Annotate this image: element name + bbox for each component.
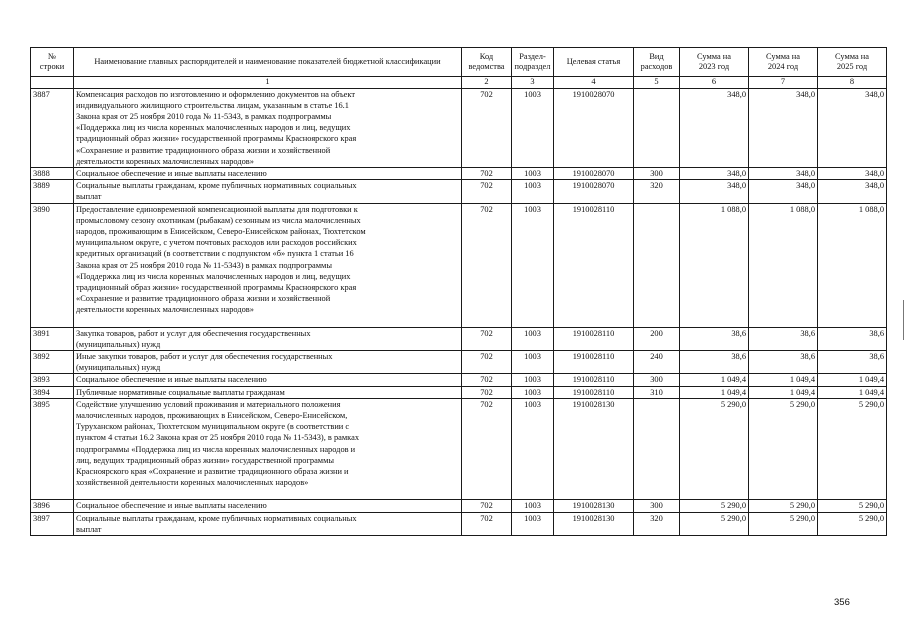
row-expense-kind: 300	[634, 167, 680, 179]
row-number: 3887	[31, 88, 74, 167]
row-name: Предоставление единовременной компенсационной выплаты для подготовки к промысловому сезону охотникам (рыбакам) сезонным из числа малочисленных народов, проживающим в Енисейском, Северо-Енисейском районах, Тюхтетском муниципальном округе, с учетом почтовых расходов или расходов российских кредитных организаций (в соответствии с подпунктом «б» пункта 1 статьи 16 Закона края от 25 ноября 2010 года № 11-5343) в рамках подпрограммы «Поддержка лиц из числа коренных малочисленных народов и лиц, ведущих традиционный образ жизни» государственной программы Красноярского края «Сохранение и развитие традиционного образа жизни и хозяйственной деятельности коренных малочисленных народов»	[74, 203, 462, 327]
row-sum-2025: 5 290,0	[818, 398, 887, 500]
table-row	[31, 374, 887, 386]
row-dept-code: 702	[462, 88, 512, 167]
header-section: Раздел- подраздел	[512, 48, 554, 77]
row-dept-code: 702	[462, 327, 512, 350]
row-sum-2025: 348,0	[818, 180, 887, 203]
table-row	[31, 386, 887, 398]
row-name: Содействие улучшению условий проживания и материального положения малочисленных народов, проживающих в Енисейском, Северо-Енисейском, Туруханском районах, Тюхтетском муниципальном округе (в соответствии с пунктом 4 статьи 16.2 Закона края от 25 ноября 2010 года № 11-5343), в рамках подпрограммы «Поддержка лиц из числа коренных малочисленных народов и лиц, ведущих традиционный образ жизни» государственной программы Красноярского края «Сохранение и развитие традиционного образа жизни и хозяйственной деятельности коренных малочисленных народов»	[74, 398, 462, 500]
row-section: 1003	[512, 374, 554, 386]
row-number: 3894	[31, 386, 74, 398]
row-sum-2024: 5 290,0	[749, 500, 818, 512]
row-expense-kind	[634, 203, 680, 327]
row-target-article: 1910028070	[554, 88, 634, 167]
row-expense-kind: 300	[634, 374, 680, 386]
row-sum-2024: 348,0	[749, 167, 818, 179]
header-sum-2024: Сумма на 2024 год	[749, 48, 818, 77]
row-sum-2024: 1 049,4	[749, 386, 818, 398]
row-expense-kind	[634, 398, 680, 500]
row-section: 1003	[512, 88, 554, 167]
row-name: Компенсация расходов по изготовлению и оформлению документов на объект индивидуального жилищного строительства лицам, указанным в статье 16.1 Закона края от 25 ноября 2010 года № 11-5343, в рамках подпрограммы «Поддержка лиц из числа коренных малочисленных народов и лиц, ведущих традиционный образ жизни» государственной программы Красноярского края «Сохранение и развитие традиционного образа жизни и хозяйственной деятельности коренных малочисленных народов»	[74, 88, 462, 167]
table-row	[31, 350, 887, 373]
row-expense-kind	[634, 88, 680, 167]
header-sum-2025: Сумма на 2025 год	[818, 48, 887, 77]
row-sum-2025: 1 049,4	[818, 374, 887, 386]
header-row-number: № строки	[31, 48, 74, 77]
row-target-article: 1910028110	[554, 386, 634, 398]
row-number: 3890	[31, 203, 74, 327]
row-sum-2024: 1 088,0	[749, 203, 818, 327]
column-number: 8	[818, 77, 887, 89]
row-sum-2025: 38,6	[818, 350, 887, 373]
row-sum-2025: 348,0	[818, 88, 887, 167]
row-section: 1003	[512, 500, 554, 512]
row-number: 3893	[31, 374, 74, 386]
header-dept-code: Код ведомства	[462, 48, 512, 77]
row-sum-2025: 5 290,0	[818, 512, 887, 535]
row-target-article: 1910028130	[554, 500, 634, 512]
row-dept-code: 702	[462, 500, 512, 512]
row-name: Социальные выплаты гражданам, кроме публичных нормативных социальных выплат	[74, 180, 462, 203]
row-expense-kind: 240	[634, 350, 680, 373]
row-sum-2024: 5 290,0	[749, 512, 818, 535]
row-sum-2025: 1 049,4	[818, 386, 887, 398]
table-row	[31, 327, 887, 350]
table-row	[31, 398, 887, 500]
table-row	[31, 88, 887, 167]
row-sum-2024: 348,0	[749, 180, 818, 203]
row-sum-2023: 5 290,0	[680, 512, 749, 535]
row-name: Закупка товаров, работ и услуг для обеспечения государственных (муниципальных) нужд	[74, 327, 462, 350]
row-name: Социальное обеспечение и иные выплаты населению	[74, 374, 462, 386]
row-sum-2025: 348,0	[818, 167, 887, 179]
row-sum-2024: 5 290,0	[749, 398, 818, 500]
row-dept-code: 702	[462, 386, 512, 398]
row-sum-2023: 1 088,0	[680, 203, 749, 327]
row-target-article: 1910028070	[554, 167, 634, 179]
row-number: 3895	[31, 398, 74, 500]
header-name: Наименование главных распорядителей и наименование показателей бюджетной классификации	[74, 48, 462, 77]
column-number: 5	[634, 77, 680, 89]
header-sum-2023: Сумма на 2023 год	[680, 48, 749, 77]
row-target-article: 1910028130	[554, 398, 634, 500]
row-sum-2025: 1 088,0	[818, 203, 887, 327]
row-dept-code: 702	[462, 180, 512, 203]
row-sum-2025: 5 290,0	[818, 500, 887, 512]
row-section: 1003	[512, 327, 554, 350]
column-number: 1	[74, 77, 462, 89]
scan-edge-line	[903, 300, 904, 340]
table-header	[31, 48, 887, 89]
row-number: 3888	[31, 167, 74, 179]
row-sum-2024: 348,0	[749, 88, 818, 167]
column-number: 6	[680, 77, 749, 89]
row-target-article: 1910028070	[554, 180, 634, 203]
row-name: Социальное обеспечение и иные выплаты населению	[74, 167, 462, 179]
row-number: 3892	[31, 350, 74, 373]
row-number: 3889	[31, 180, 74, 203]
row-expense-kind: 300	[634, 500, 680, 512]
row-sum-2025: 38,6	[818, 327, 887, 350]
row-dept-code: 702	[462, 398, 512, 500]
row-section: 1003	[512, 398, 554, 500]
row-section: 1003	[512, 512, 554, 535]
column-number: 2	[462, 77, 512, 89]
header-expense-kind: Вид расходов	[634, 48, 680, 77]
row-number: 3891	[31, 327, 74, 350]
column-number: 4	[554, 77, 634, 89]
row-dept-code: 702	[462, 374, 512, 386]
column-number: 7	[749, 77, 818, 89]
table-row	[31, 500, 887, 512]
row-section: 1003	[512, 350, 554, 373]
page-number: 356	[834, 597, 850, 608]
row-dept-code: 702	[462, 512, 512, 535]
row-section: 1003	[512, 180, 554, 203]
row-name: Иные закупки товаров, работ и услуг для обеспечения государственных (муниципальных) нужд	[74, 350, 462, 373]
row-sum-2023: 348,0	[680, 88, 749, 167]
row-sum-2023: 5 290,0	[680, 500, 749, 512]
column-number	[31, 77, 74, 89]
row-sum-2023: 38,6	[680, 327, 749, 350]
table-body	[31, 88, 887, 536]
row-dept-code: 702	[462, 203, 512, 327]
row-target-article: 1910028130	[554, 512, 634, 535]
row-name: Социальное обеспечение и иные выплаты населению	[74, 500, 462, 512]
header-target-article: Целевая статья	[554, 48, 634, 77]
row-section: 1003	[512, 203, 554, 327]
row-number: 3897	[31, 512, 74, 535]
column-number: 3	[512, 77, 554, 89]
row-expense-kind: 200	[634, 327, 680, 350]
row-target-article: 1910028110	[554, 374, 634, 386]
row-sum-2024: 38,6	[749, 350, 818, 373]
row-name: Публичные нормативные социальные выплаты гражданам	[74, 386, 462, 398]
row-target-article: 1910028110	[554, 327, 634, 350]
row-expense-kind: 320	[634, 512, 680, 535]
row-sum-2023: 1 049,4	[680, 374, 749, 386]
row-sum-2023: 348,0	[680, 180, 749, 203]
row-sum-2023: 1 049,4	[680, 386, 749, 398]
row-target-article: 1910028110	[554, 203, 634, 327]
column-number-row	[31, 77, 887, 89]
table-row	[31, 180, 887, 203]
row-sum-2023: 5 290,0	[680, 398, 749, 500]
table-row	[31, 167, 887, 179]
row-dept-code: 702	[462, 167, 512, 179]
row-number: 3896	[31, 500, 74, 512]
row-sum-2023: 348,0	[680, 167, 749, 179]
table-row	[31, 512, 887, 535]
header-row	[31, 48, 887, 77]
row-sum-2024: 38,6	[749, 327, 818, 350]
row-expense-kind: 310	[634, 386, 680, 398]
row-name: Социальные выплаты гражданам, кроме публичных нормативных социальных выплат	[74, 512, 462, 535]
table-row	[31, 203, 887, 327]
row-dept-code: 702	[462, 350, 512, 373]
budget-table	[30, 47, 887, 536]
row-section: 1003	[512, 167, 554, 179]
row-section: 1003	[512, 386, 554, 398]
row-expense-kind: 320	[634, 180, 680, 203]
row-sum-2023: 38,6	[680, 350, 749, 373]
row-target-article: 1910028110	[554, 350, 634, 373]
row-sum-2024: 1 049,4	[749, 374, 818, 386]
